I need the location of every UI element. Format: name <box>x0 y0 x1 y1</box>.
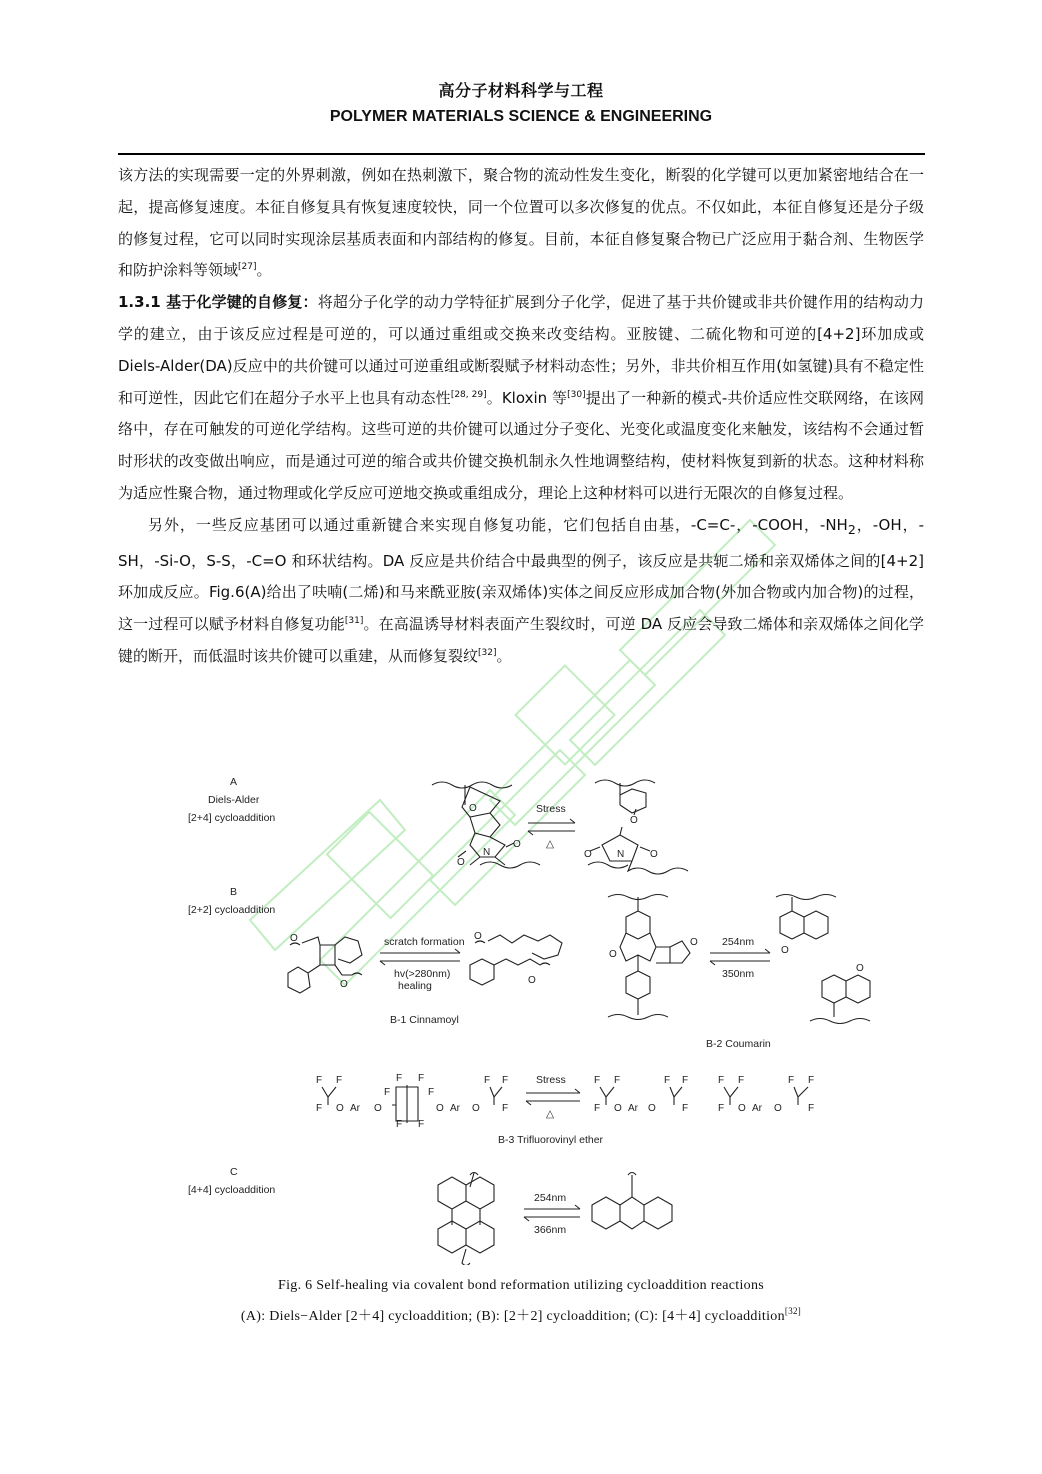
svg-text:F: F <box>396 1119 403 1130</box>
svg-text:F: F <box>418 1073 425 1084</box>
svg-text:O: O <box>436 1103 444 1114</box>
svg-text:O: O <box>457 857 465 868</box>
section-heading: 1.3.1 基于化学键的自修复： <box>118 293 318 312</box>
panel-c-subtitle: [4+4] cycloaddition <box>188 1184 276 1196</box>
reversible-arrow-b2 <box>710 949 770 965</box>
svg-text:△: △ <box>546 838 555 850</box>
svg-text:O: O <box>738 1103 746 1114</box>
reversible-arrow-c <box>524 1205 580 1221</box>
svg-text:hv(>280nm): hv(>280nm) <box>394 968 451 980</box>
svg-text:△: △ <box>546 1108 555 1120</box>
svg-text:F: F <box>384 1087 391 1098</box>
svg-text:F: F <box>316 1103 323 1114</box>
svg-text:O: O <box>609 949 617 960</box>
svg-text:F: F <box>718 1103 725 1114</box>
maleimide-structure <box>588 827 688 874</box>
svg-text:350nm: 350nm <box>722 968 755 980</box>
cinnamoyl-monomer-structure <box>470 935 562 985</box>
panel-b-subtitle: [2+2] cycloaddition <box>188 904 276 916</box>
label-b2: B-2 Coumarin <box>706 1038 771 1050</box>
reaction-scheme <box>170 765 900 1265</box>
svg-text:Stress: Stress <box>536 1074 566 1086</box>
svg-text:O: O <box>528 975 536 986</box>
svg-text:F: F <box>682 1103 689 1114</box>
svg-text:O: O <box>336 1103 344 1114</box>
svg-text:F: F <box>484 1075 491 1086</box>
body-text <box>118 160 924 673</box>
svg-text:scratch formation: scratch formation <box>384 936 465 948</box>
svg-text:F: F <box>428 1087 435 1098</box>
svg-text:O: O <box>290 933 298 944</box>
figure-caption-line1: Fig. 6 Self-healing via covalent bond reformation utilizing cycloaddition reactions <box>278 1278 764 1293</box>
svg-text:O: O <box>474 931 482 942</box>
svg-text:O: O <box>690 937 698 948</box>
svg-text:F: F <box>316 1075 323 1086</box>
svg-text:O: O <box>648 1103 656 1114</box>
figure-caption-line2: (A): Diels−Alder [2＋4] cycloaddition; (B): [2＋2] cycloaddition; (C): [4＋4] cycloaddition[32] <box>240 1306 802 1324</box>
coumarin-monomer-structure <box>776 895 870 1024</box>
svg-text:O: O <box>774 1103 782 1114</box>
svg-text:F: F <box>502 1075 509 1086</box>
citation: [30] <box>567 389 586 400</box>
svg-text:Ar: Ar <box>350 1103 360 1114</box>
svg-text:F: F <box>418 1119 425 1130</box>
svg-text:O: O <box>472 1103 480 1114</box>
panel-a-title: Diels-Alder <box>208 794 260 806</box>
svg-text:F: F <box>664 1075 671 1086</box>
svg-text:N: N <box>617 849 625 860</box>
svg-text:F: F <box>396 1073 403 1084</box>
svg-text:O: O <box>856 963 864 974</box>
svg-text:Ar: Ar <box>628 1103 638 1114</box>
label-b1: B-1 Cinnamoyl <box>390 1014 459 1026</box>
svg-text:254nm: 254nm <box>534 1192 567 1204</box>
reversible-arrow-b3 <box>526 1089 580 1105</box>
journal-title-cn: 高分子材料科学与工程 <box>438 81 604 100</box>
journal-title-en: POLYMER MATERIALS SCIENCE & ENGINEERING <box>329 108 713 125</box>
svg-text:254nm: 254nm <box>722 936 755 948</box>
header-rule <box>118 153 925 155</box>
svg-text:Ar: Ar <box>752 1103 762 1114</box>
svg-text:O: O <box>513 839 521 850</box>
svg-text:Stress: Stress <box>536 803 566 815</box>
panel-a-letter: A <box>230 776 238 788</box>
citation: [32] <box>784 1306 802 1316</box>
svg-text:O: O <box>614 1103 622 1114</box>
panel-a-subtitle: [2+4] cycloaddition <box>188 812 276 824</box>
svg-text:O: O <box>340 979 348 990</box>
svg-text:F: F <box>738 1075 745 1086</box>
citation: [31] <box>344 616 364 627</box>
svg-text:O: O <box>630 815 638 826</box>
svg-text:N: N <box>483 847 491 858</box>
svg-text:F: F <box>682 1075 689 1086</box>
citation: [27] <box>238 262 257 273</box>
paragraph-2: 1.3.1 基于化学键的自修复：将超分子化学的动力学特征扩展到分子化学，促进了基于共价键或非共价键作用的结构动力学的建立，由于该反应过程是可逆的，可以通过重组或交换来改变结构。亚胺键、二硫化物和可逆的[4+2]环加成或 Diels-Alder(DA)反应中的共价键可以通过可逆重组或断裂赋予材料动态性；另外，非共价相互作用(如氢键)具有不稳定性和可逆性，因此它们在超分子水平上也具有动态性[28, 29]。Kloxin 等[30]提出了一种新的模式-共价适应性交联网络，在该网络中，存在可触发的可逆化学结构。这些可逆的共价键可以通过分子变化、光变化或温度变化来触发，该结构不会通过暂时形状的改变做出响应，而是通过可逆的缩合或共价键交换机制永久性地调整结构，使材料恢复到新的状态。这种材料称为适应性聚合物，通过物理或化学反应可逆地交换或重组成分，理论上这种材料可以进行无限次的自修复过程。 <box>118 293 924 502</box>
svg-text:F: F <box>718 1075 725 1086</box>
svg-text:O: O <box>374 1103 382 1114</box>
paragraph-3: 另外，一些反应基团可以通过重新键合来实现自修复功能，它们包括自由基，-C=C-，-COOH，$-NH_2$，-OH，-SH，-Si-O，S-S，-C=O 和环状结构。DA 反应是共价结合中最典型的例子，该反应是共轭二烯和亲双烯体之间的[4+2]环加成反应。Fig.6(A)给出了呋喃(二烯)和马来酰亚胺(亲双烯体)实体之间反应形成加合物(外加合物或内加合物)的过程，这一过程可以赋予材料自修复功能[31]。在高温诱导材料表面产生裂纹时，可逆 DA 反应会导致二烯体和亲双烯体之间化学键的断开，而低温时该共价键可以重建，从而修复裂纹[32]。 <box>118 515 924 665</box>
reversible-arrow-a <box>528 819 575 835</box>
anthracene-monomer-structure <box>592 1173 672 1230</box>
svg-text:Ar: Ar <box>450 1103 460 1114</box>
furan-structure <box>595 780 655 815</box>
paragraph-1: 该方法的实现需要一定的外界刺激，例如在热刺激下，聚合物的流动性发生变化，断裂的化学键可以更加紧密地结合在一起，提高修复速度。本征自修复具有恢复速度较快，同一个位置可以多次修复的优点。不仅如此，本征自修复还是分子级的修复过程，它可以同时实现涂层基质表面和内部结构的修复。目前，本征自修复聚合物已广泛应用于黏合剂、生物医学和防护涂料等领域[27]。 <box>118 166 924 280</box>
svg-text:F: F <box>594 1103 601 1114</box>
trifluorovinyl-monomer-structure <box>594 1075 814 1114</box>
svg-text:O: O <box>781 945 789 956</box>
svg-text:F: F <box>614 1075 621 1086</box>
svg-text:366nm: 366nm <box>534 1224 567 1236</box>
panel-b-letter: B <box>230 886 238 898</box>
panel-c-letter: C <box>230 1166 238 1178</box>
citation: [32] <box>478 647 497 658</box>
coumarin-dimer-structure <box>608 895 690 1020</box>
svg-text:F: F <box>336 1075 343 1086</box>
label-b3: B-3 Trifluorovinyl ether <box>498 1134 604 1146</box>
svg-text:F: F <box>502 1103 509 1114</box>
svg-text:O: O <box>584 849 592 860</box>
reversible-arrow-b1 <box>380 949 460 965</box>
svg-text:F: F <box>788 1075 795 1086</box>
cinnamoyl-dimer-structure <box>288 937 362 993</box>
anthracene-dimer-structure <box>438 1173 494 1266</box>
svg-text:healing: healing <box>398 980 432 992</box>
trifluorovinyl-dimer-structure <box>316 1073 508 1130</box>
svg-text:O: O <box>469 803 477 814</box>
svg-text:F: F <box>594 1075 601 1086</box>
svg-text:F: F <box>808 1103 815 1114</box>
svg-text:O: O <box>650 849 658 860</box>
figure-6 <box>170 765 900 1265</box>
citation: [28, 29] <box>450 389 487 400</box>
svg-text:F: F <box>808 1075 815 1086</box>
